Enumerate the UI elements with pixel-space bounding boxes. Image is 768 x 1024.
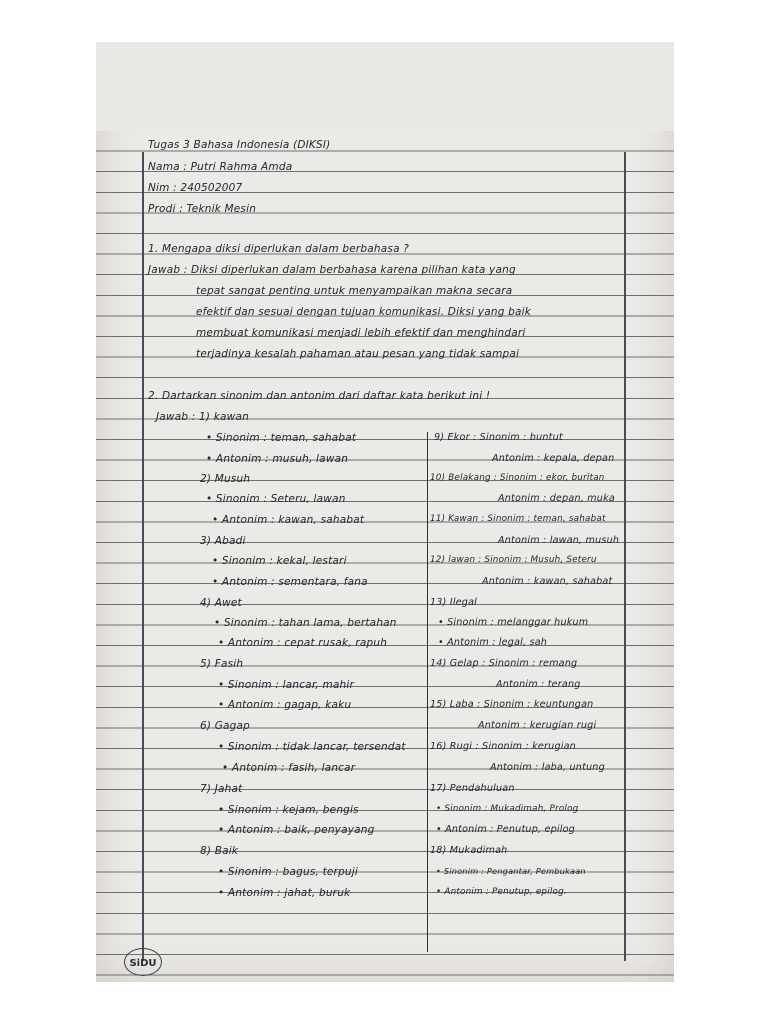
right-entry: • Antonim : Penutup, epilog. [436,887,567,897]
right-entry: 17) Pendahuluan [430,783,515,794]
answer-1-line: efektif dan sesuai dengan tujuan komunikasi. Diksi yang baik [196,306,531,318]
answer-2-label: Jawab : 1) kawan [156,411,249,423]
assignment-title: Tugas 3 Bahasa Indonesia (DIKSI) [148,139,331,151]
left-margin-line [142,152,144,961]
sidu-logo-icon [128,953,158,971]
column-divider [427,432,428,952]
right-entry: Antonim : kawan, sahabat [482,576,613,587]
right-entry: Antonim : depan, muka [498,493,615,504]
left-entry: • Antonim : kawan, sahabat [212,514,365,526]
right-entry: Antonim : terang [496,679,581,690]
right-entry: 9) Ekor : Sinonim : buntut [434,432,563,443]
notebook-brand-logo [124,948,162,976]
answer-1-line: tepat sangat penting untuk menyampaikan makna secara [196,285,513,297]
right-entry: • Antonim : legal, sah [438,637,548,648]
left-entry: 4) Awet [200,597,242,609]
student-name: Nama : Putri Rahma Amda [148,161,293,173]
left-entry: 5) Fasih [200,658,244,670]
left-entry: • Antonim : fasih, lancar [222,762,356,774]
right-entry: Antonim : laba, untung [490,762,605,773]
right-entry: 10) Belakang : Sinonim : ekor, buritan [430,473,605,483]
left-entry: • Antonim : gagap, kaku [218,699,352,711]
left-entry: • Sinonim : lancar, mahir [218,679,354,691]
right-entry: 18) Mukadimah [430,845,508,856]
left-entry: 8) Baik [200,845,239,857]
left-entry: 6) Gagap [200,720,251,732]
answer-1-line: Jawab : Diksi diperlukan dalam berbahasa karena pilihan kata yang [148,264,516,276]
right-entry: 13) Ilegal [430,597,478,608]
left-entry: • Sinonim : bagus, terpuji [218,866,359,878]
left-entry: • Sinonim : kejam, bengis [218,804,359,816]
right-entry: 16) Rugi : Sinonim : kerugian [430,741,576,752]
right-entry: 15) Laba : Sinonim : keuntungan [430,699,594,710]
logo-text: SiDU [129,958,157,969]
left-entry: • Sinonim : tidak lancar, tersendat [218,741,406,753]
right-entry: • Sinonim : Pengantar, Pembukaan [436,866,586,876]
answer-1-line: membuat komunikasi menjadi lebih efektif dan menghindari [196,327,526,339]
left-entry: 3) Abadi [200,535,246,547]
right-entry: Antonim : lawan, musuh [498,535,620,546]
left-entry: • Sinonim : kekal, lestari [212,555,347,567]
right-entry: Antonim : kerugian rugi [478,720,597,731]
right-entry: 11) Kawan : Sinonim : teman, sahabat [430,514,606,524]
left-entry: • Sinonim : teman, sahabat [206,432,357,444]
right-margin-line [624,152,626,961]
notebook-page [96,42,674,982]
left-entry: • Sinonim : tahan lama, bertahan [214,617,397,629]
right-entry: Antonim : kepala, depan [492,453,615,464]
right-entry: 14) Gelap : Sinonim : remang [430,658,578,669]
page-top-margin [96,42,674,131]
question-2: 2. Dartarkan sinonim dan antonim dari daftar kata berikut ini ! [148,390,491,402]
left-entry: • Sinonim : Seteru, lawan [206,493,346,505]
left-entry: 7) Jahat [200,783,243,795]
left-entry: • Antonim : jahat, buruk [218,887,351,899]
answer-1-line: terjadinya kesalah pahaman atau pesan yang tidak sampai [196,348,520,360]
question-1: 1. Mengapa diksi diperlukan dalam berbahasa ? [148,243,410,255]
left-entry: • Antonim : musuh, lawan [206,453,349,465]
left-entry: • Antonim : baik, penyayang [218,824,375,836]
left-entry: • Antonim : cepat rusak, rapuh [218,637,388,649]
right-entry: • Sinonim : Mukadimah, Prolog [436,804,579,814]
student-nim: Nim : 240502007 [148,182,243,194]
left-entry: • Antonim : sementara, fana [212,576,368,588]
right-entry: • Antonim : Penutup, epilog [436,824,575,835]
right-entry: • Sinonim : melanggar hukum [438,617,589,628]
left-entry: 2) Musuh [200,473,251,485]
student-prodi: Prodi : Teknik Mesin [148,203,257,215]
right-entry: 12) lawan : Sinonim : Musuh, Seteru [430,555,597,565]
